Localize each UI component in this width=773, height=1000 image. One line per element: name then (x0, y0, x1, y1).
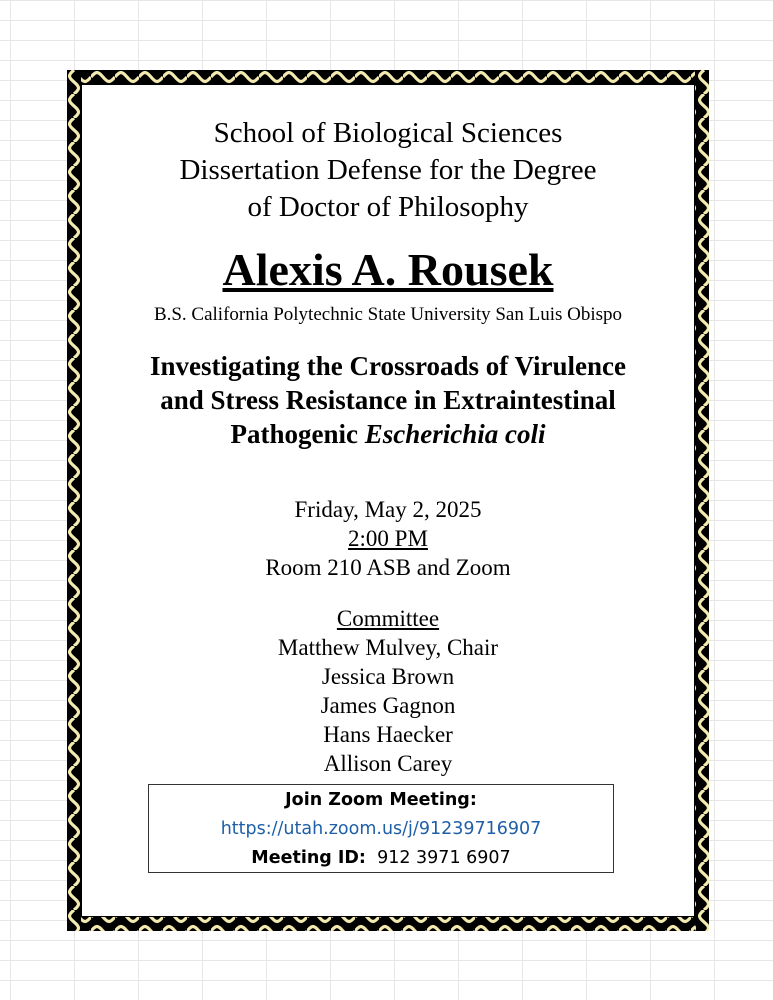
event-time: 2:00 PM (348, 526, 428, 551)
event-date: Friday, May 2, 2025 (294, 497, 482, 522)
committee-member: Matthew Mulvey, Chair (277, 635, 499, 660)
prior-degree: B.S. California Polytechnic State University San Luis Obispo (153, 304, 623, 325)
dissertation-title (82, 349, 694, 451)
school-line-3: of Doctor of Philosophy (247, 191, 529, 223)
event-location: Room 210 ASB and Zoom (265, 555, 511, 580)
school-line-2: Dissertation Defense for the Degree (179, 154, 597, 186)
committee-member: James Gagnon (320, 693, 456, 718)
title-line-3-plain: Pathogenic (230, 419, 365, 449)
zoom-join-label: Join Zoom Meeting: (285, 790, 477, 810)
event-details (82, 495, 694, 582)
candidate-name: Alexis A. Rousek (222, 244, 554, 295)
zoom-link[interactable]: https://utah.zoom.us/j/91239716907 (220, 819, 542, 839)
school-heading (82, 115, 694, 226)
meeting-id-value: 912 3971 6907 (377, 848, 511, 868)
meeting-id-label: Meeting ID: (251, 848, 366, 868)
committee-heading: Committee (336, 606, 440, 631)
title-line-3 (82, 417, 694, 451)
committee-list (82, 604, 694, 778)
flyer-body (81, 84, 695, 917)
title-species: Escherichia coli (364, 419, 546, 449)
committee-member: Jessica Brown (321, 664, 455, 689)
school-line-1: School of Biological Sciences (213, 117, 563, 149)
title-line-1: Investigating the Crossroads of Virulence (149, 351, 626, 381)
title-line-2: and Stress Resistance in Extraintestinal (160, 385, 616, 415)
committee-member: Allison Carey (323, 751, 453, 776)
zoom-info-box (148, 784, 614, 873)
decorative-border (67, 70, 709, 931)
committee-member: Hans Haecker (323, 722, 453, 747)
